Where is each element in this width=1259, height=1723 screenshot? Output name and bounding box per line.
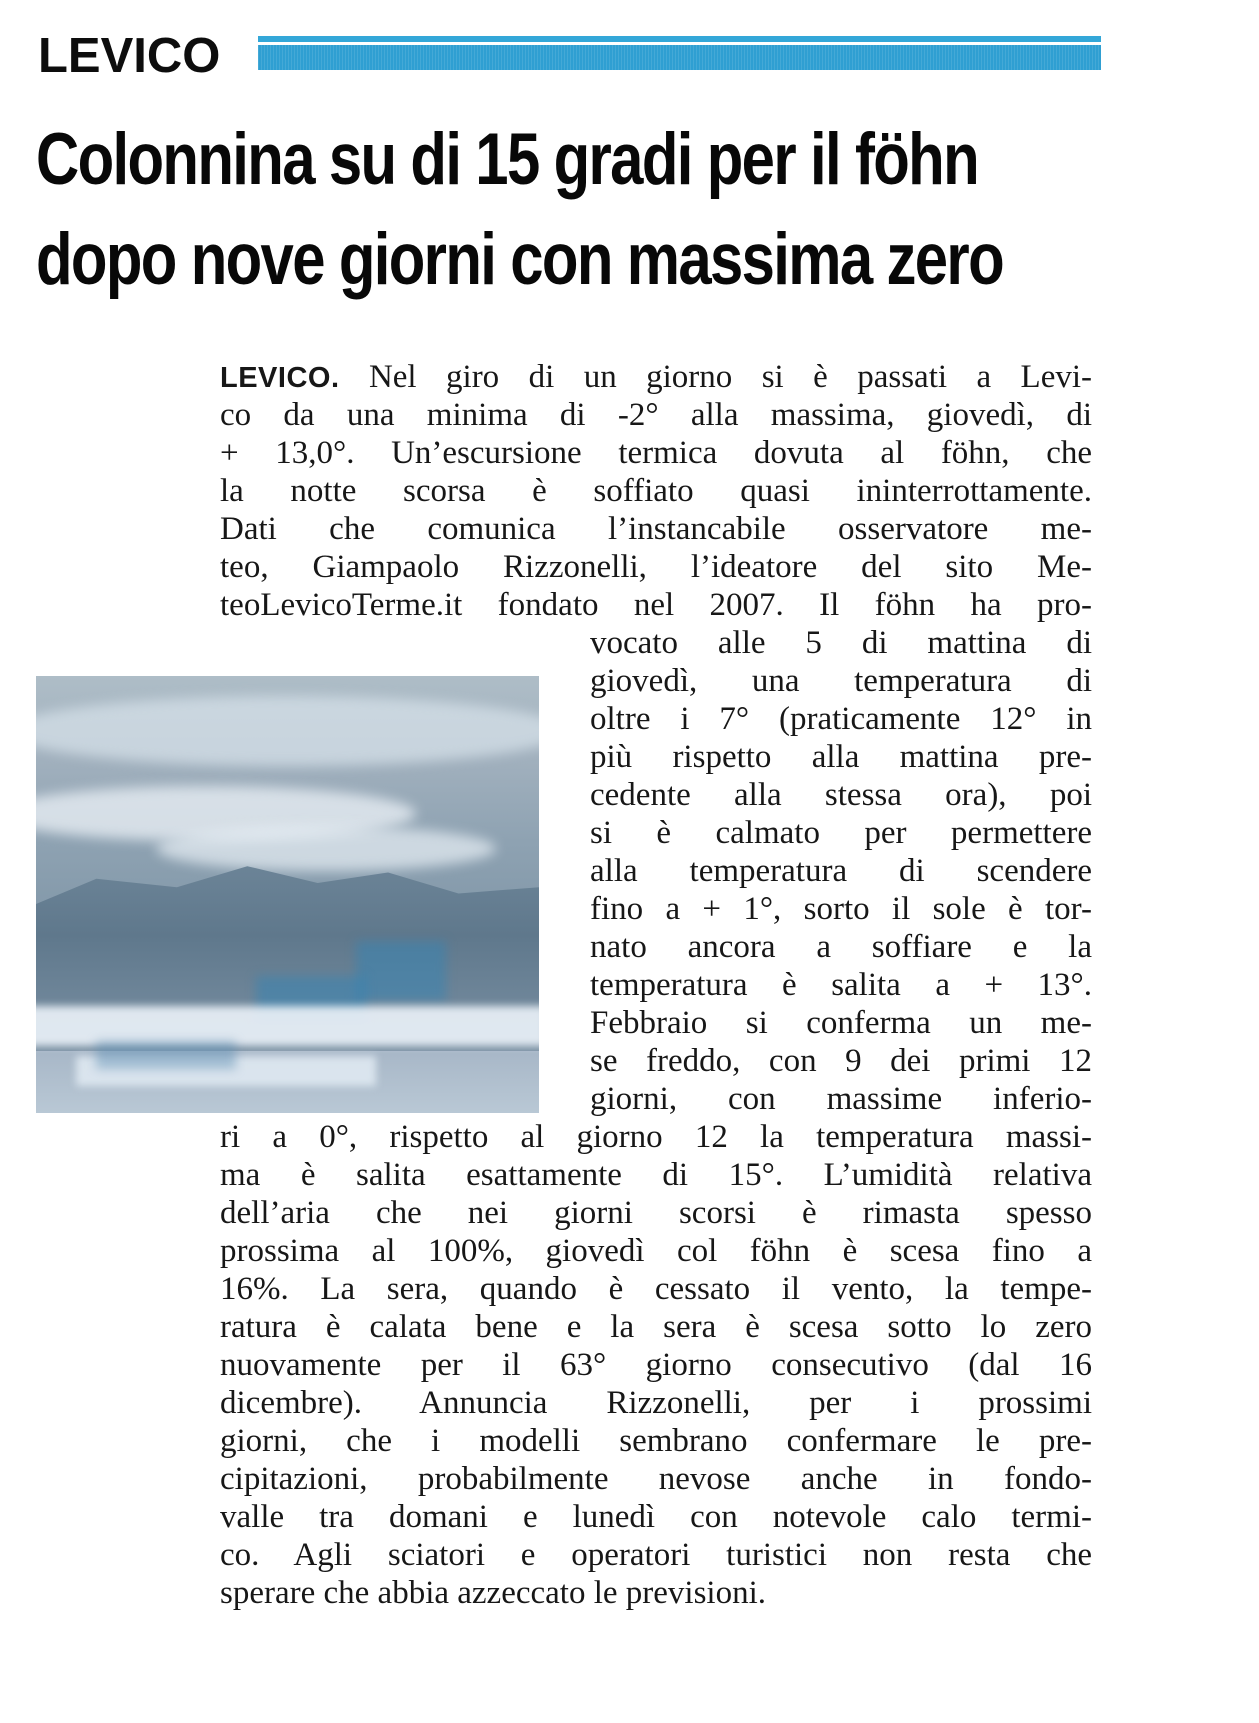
article-line-8: vocato alle 5 di mattina di	[590, 625, 1092, 661]
article-line-28: dicembre). Annuncia Rizzonelli, per i prossimi	[220, 1385, 1092, 1421]
article-line-17: temperatura è salita a + 13°.	[590, 967, 1092, 1003]
article-line-32: co. Agli sciatori e operatori turistici non resta che	[220, 1537, 1092, 1573]
article-line-2: co da una minima di -2° alla massima, giovedì, di	[220, 397, 1092, 433]
article-line-27: nuovamente per il 63° giorno consecutivo (dal 16	[220, 1347, 1092, 1383]
article-line-24: prossima al 100%, giovedì col föhn è scesa fino a	[220, 1233, 1092, 1269]
article-line-14: alla temperatura di scendere	[590, 853, 1092, 889]
article-line-5: Dati che comunica l’instancabile osservatore me-	[220, 511, 1092, 547]
article-line-15: fino a + 1°, sorto il sole è tor-	[590, 891, 1092, 927]
article-line-10: oltre i 7° (praticamente 12° in	[590, 701, 1092, 737]
article-line-31: valle tra domani e lunedì con notevole calo termi-	[220, 1499, 1092, 1535]
article-line-13: si è calmato per permettere	[590, 815, 1092, 851]
article-line-19: se freddo, con 9 dei primi 12	[590, 1043, 1092, 1079]
article-line-11: più rispetto alla mattina pre-	[590, 739, 1092, 775]
headline-line-1: Colonnina su di 15 gradi per il föhn	[36, 119, 979, 200]
article-line-1: LEVICO. Nel giro di un giorno si è passati a Levi-	[220, 359, 1092, 395]
article-line-6: teo, Giampaolo Rizzonelli, l’ideatore del sito Me-	[220, 549, 1092, 585]
article-lead-word: LEVICO.	[220, 362, 340, 394]
headline-line-2: dopo nove giorni con massima zero	[36, 219, 1004, 300]
article-line-4: la notte scorsa è soffiato quasi ininterrottamente.	[220, 473, 1092, 509]
article-line-3: + 13,0°. Un’escursione termica dovuta al föhn, che	[220, 435, 1092, 471]
article-line-23: dell’aria che nei giorni scorsi è rimasta spesso	[220, 1195, 1092, 1231]
article-line-30: cipitazioni, probabilmente nevose anche in fondo-	[220, 1461, 1092, 1497]
article-line-16: nato ancora a soffiare e la	[590, 929, 1092, 965]
section-kicker: LEVICO	[38, 29, 221, 83]
article-line-26: ratura è calata bene e la sera è scesa sotto lo zero	[220, 1309, 1092, 1345]
article-line-29: giorni, che i modelli sembrano confermare le pre-	[220, 1423, 1092, 1459]
article-line-25: 16%. La sera, quando è cessato il vento, la tempe-	[220, 1271, 1092, 1307]
article-line-12: cedente alla stessa ora), poi	[590, 777, 1092, 813]
article-line-22: ma è salita esattamente di 15°. L’umidità relativa	[220, 1157, 1092, 1193]
article-line-7: teoLevicoTerme.it fondato nel 2007. Il föhn ha pro-	[220, 587, 1092, 623]
article-line-9: giovedì, una temperatura di	[590, 663, 1092, 699]
article-line-33: sperare che abbia azzeccato le previsioni.	[220, 1575, 767, 1611]
article-line-21: ri a 0°, rispetto al giorno 12 la temperatura massi-	[220, 1119, 1092, 1155]
article-line-20: giorni, con massime inferio-	[590, 1081, 1092, 1117]
article-line-18: Febbraio si conferma un me-	[590, 1005, 1092, 1041]
